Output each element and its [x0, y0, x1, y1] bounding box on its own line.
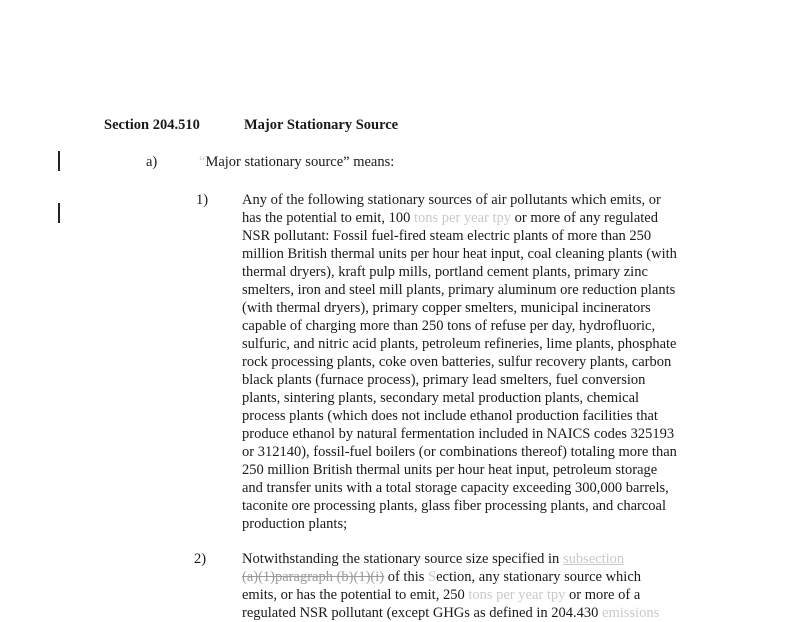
paragraph-a-text: “Major stationary source” means: — [199, 154, 395, 170]
paragraph-a-label: a) — [146, 154, 158, 170]
item-1-line: and transfer units with a total storage capacity exceeding 300,000 barrels, — [242, 480, 669, 496]
item-1-line: sulfuric, and nitric acid plants, petroleum refineries, lime plants, phosphate — [242, 336, 677, 352]
inserted-text: emissions — [602, 605, 660, 621]
item-1-line: rock processing plants, coke oven batteries, sulfur recovery plants, carbon — [242, 354, 672, 370]
revision-bar — [58, 203, 60, 223]
item-1-line: production plants; — [242, 516, 348, 532]
item-1-line: or 312140), fossil-fuel boilers (or combinations thereof) totaling more than — [242, 444, 677, 460]
item-2-line: Notwithstanding the stationary source size specified in subsection — [242, 551, 625, 567]
item-1-line: process plants (which does not include ethanol production facilities that — [242, 408, 658, 424]
deleted-text: tons per year tpy — [468, 587, 566, 603]
item-2-line: regulated NSR pollutant (except GHGs as defined in 204.430 emissions — [242, 605, 660, 621]
item-1-line: black plants (furnace process), primary lead smelters, fuel conversion — [242, 372, 646, 388]
inserted-text: subsection — [562, 551, 625, 567]
item-1-line: has the potential to emit, 100 tons per year tpy or more of any regulated — [242, 210, 658, 226]
item-1-line: Any of the following stationary sources of air pollutants which emits, or — [242, 192, 661, 208]
item-1-line: produce ethanol by natural fermentation included in NAICS codes 325193 — [242, 426, 675, 442]
item-1-line: million British thermal units per hour heat input, coal cleaning plants (with — [242, 246, 677, 262]
item-2-line: (a)(1)paragraph (b)(1)(i) of this Section, any stationary source which — [242, 569, 642, 585]
item-1-line: thermal dryers), kraft pulp mills, portland cement plants, primary zinc — [242, 264, 648, 280]
item-2-label: 2) — [194, 551, 207, 567]
deleted-text: tons per year tpy — [413, 210, 512, 226]
section-title: Major Stationary Source — [244, 117, 399, 133]
item-1-line: taconite ore processing plants, glass fiber processing plants, and charcoal — [242, 498, 666, 514]
item-2-line: emits, or has the potential to emit, 250 tons per year tpy or more of a — [242, 587, 641, 603]
deleted-text: (a)(1)paragraph (b)(1)(i) — [242, 569, 385, 585]
item-1-line: (with thermal dryers), primary copper smelters, municipal incinerators — [242, 300, 651, 316]
item-1-line: NSR pollutant: Fossil fuel-fired steam electric plants of more than 250 — [242, 228, 652, 244]
item-1-line: 250 million British thermal units per hour heat input, petroleum storage — [242, 462, 658, 478]
item-1-line: capable of charging more than 250 tons of refuse per day, hydrofluoric, — [242, 318, 656, 334]
item-1-line: plants, sintering plants, secondary metal production plants, chemical — [242, 390, 640, 406]
revision-bar — [58, 151, 60, 171]
item-1-line: smelters, iron and steel mill plants, primary aluminum ore reduction plants — [242, 282, 676, 298]
item-1-label: 1) — [196, 192, 209, 208]
section-number: Section 204.510 — [104, 117, 200, 133]
